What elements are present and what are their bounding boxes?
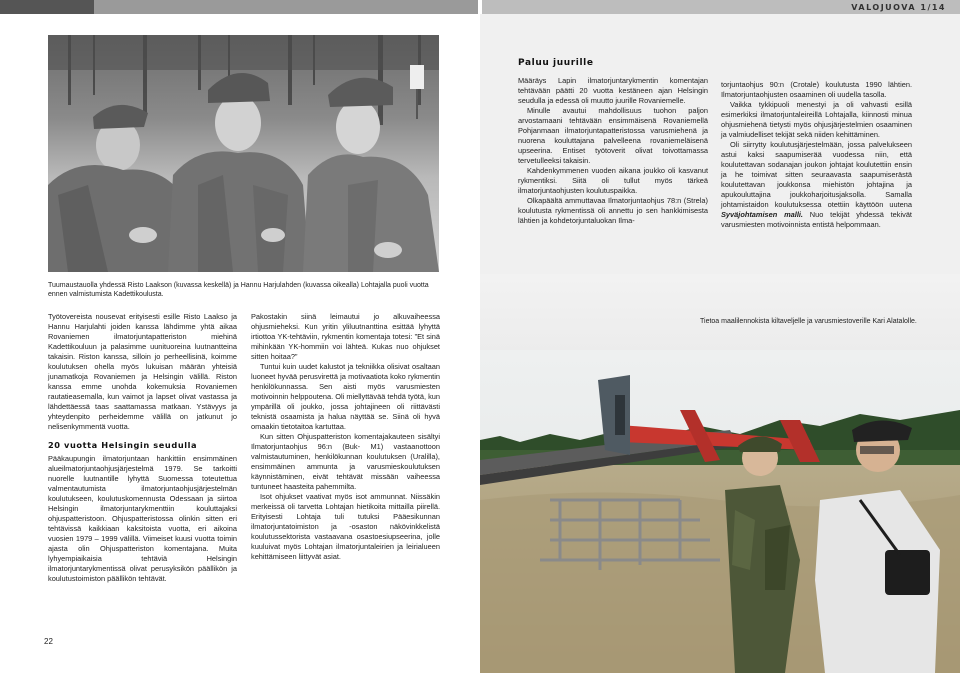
magazine-issue-label: VALOJUOVA 1/14 <box>851 3 946 12</box>
paragraph <box>721 140 912 230</box>
left-page-header-bar <box>0 0 478 14</box>
paragraph-text: Nuo tekijät yhdessä tekivät varusmiesten motivoinnista entistä helpommaan. <box>721 210 912 229</box>
emphasis-text: Syväjohtamisen malli. <box>721 210 803 219</box>
left-column-1 <box>48 312 237 584</box>
right-column-2 <box>721 80 912 230</box>
paragraph: Pääkaupungin ilmatorjuntaan hankittiin ensimmäinen alueilmatorjuntaohjusjärjestelmä 1979. Se tarkoitti nuorelle luutnantille lyhyttä Suomessa toteutettua valmentautumista ilmatorjuntaohjusjärjestelmän koulutukseen, koulutuskomennusta Odessaan ja siirtoa Helsingin ilmatorjuntarykmenttiin kouluttajaksi ohjuspatteristoon. Ohjuspatteristossa olinkin sitten eri tehtävissä kaikkiaan kaksitoista vuotta, eri aikoina vuosien 1979 – 1999 välillä. Viimeiset kuusi vuotta toimin ajasta olin Ohjuspatteriston komentajana. Muita lyhyempiaikaisia tehtäviä Helsingin ilmatorjuntarykmentissä olivat perusyksikön päällikön ja koulutustoimiston päällikön tehtävät. <box>48 454 237 583</box>
target-drone-launcher-photo-icon <box>480 350 960 673</box>
section-heading: Paluu juurille <box>518 58 594 68</box>
paragraph: Minulle avautui mahdollisuus tuohon paljon arvostamaani tehtävään ensimmäisenä Rovaniemellä Pohjanmaan ilmatorjuntapatteristossa varusmiehenä ja nuorena kouluttajana palvelleena rovaniemeläisenä upseerina. Entiset työtoverit olivat toivottamassa tervetulleeksi takaisin. <box>518 106 708 165</box>
left-column-2 <box>251 312 440 562</box>
paragraph: Kahdenkymmenen vuoden aikana joukko oli kasvanut rykmentiksi. Siitä oli tullut myös tärkeä ilmatorjuntaohjusten koulutuspaikka. <box>518 166 708 195</box>
left-photo-caption: Tuumaustauolla yhdessä Risto Laakson (kuvassa keskellä) ja Hannu Harjulahden (kuvassa oikealla) Lohtajalla puoli vuotta ennen valmistumista Kadettikoulusta. <box>48 282 429 298</box>
right-photo-caption: Tietoa maalilennokista kiltaveljelle ja varusmiestoverille Kari Alatalolle. <box>700 318 917 325</box>
paragraph-text: Oli siirrytty koulutusjärjestelmään, jossa palvelukseen astui kaksi saapumiserää vuodessa niin, että koulutettavan sodanajan joukon johtajat koulutettiin ensin ja he toimivat sitten seuraavasta saapumiserästä koulutettavan joukkonsa miehistön johtajina ja apukouluttajina joukkoharjoitusjaksolla. Samalla johtamistaidon koulutuksessa otettiin käyttöön uutena <box>721 140 912 209</box>
target-drone-photo <box>480 350 960 673</box>
three-soldiers-photo <box>48 35 439 272</box>
three-soldiers-photo-icon <box>48 35 439 272</box>
paragraph: torjuntaohjus 90:n (Crotale) koulutusta 1990 lähtien. Ilmatorjuntaohjusten osaaminen oli uudella tasolla. <box>721 80 912 99</box>
paragraph: Määräys Lapin ilmatorjuntarykmentin komentajan tehtävään päätti 20 vuotta kestäneen ajan Helsingin seudulla ja edessä oli muutto juurille Rovaniemelle. <box>518 76 708 105</box>
paragraph: Olkapäältä ammuttavaa Ilmatorjuntaohjus 78:n (Strela) koulutusta rykmentissä oli annettu jo sen hankkimisesta lähtien ja kohdetorjuntaluokan Ilma- <box>518 196 708 225</box>
page-number: 22 <box>44 637 53 646</box>
section-heading: 20 vuotta Helsingin seudulla <box>48 440 198 450</box>
paragraph: Tuntui kuin uudet kalustot ja tekniikka olisivat osaltaan luoneet hyvää perusvirettä ja motivaatiota koko rykmentin henkilökunnassa. Sen aisti myös varusmiesten motivoinnin helppoutena. Oli miellyttävää tehdä työtä, kun ympärillä oli joukko, jossa johtajineen oli riittävästi teknistä osaamista ja halua näyttää se. Siinä oli hyvä omaakin tietotaitoa kartuttaa. <box>251 362 440 431</box>
paragraph: Isot ohjukset vaativat myös isot ammunnat. Niissäkin merkeissä oli tarvetta Lohtajan hietikoita mittailla piirellä. Erityisesti Lohtaja tuli tutuksi Pääesikunnan ilmatorjuntatoimiston ja -osaston näkövinkkelistä koulutussektorista vastaavana osastoesiupseerina, jolle kuuluivat myös Lohtajan ilmatorjuntaleirien ja leirialueen kehittämiseen liittyvät asiat. <box>251 492 440 561</box>
right-column-1 <box>518 58 708 226</box>
paragraph: Pakostakin siinä leimautui jo alkuvaiheessa ohjusmieheksi. Kun yritin yliluutnanttina esittää lyhyttä irtiottoa YK-tehtäviin, rykmentin komentaja totesi: ”Et sinä mihinkään YK-hommiin voi lähteä. Kukas nuo ohjukset sitten hoitaa?” <box>251 312 440 361</box>
spacer <box>48 432 237 440</box>
paragraph: Vaikka tykkipuoli menestyi ja oli vahvasti esillä esimerkiksi ilmatorjuntaleireillä Lohtajalla, kiinnosti minua ohjusmiehenä tietysti myös ohjusjärjestelmien osaaminen ja valmiudelliset tekijät sekä niiden kehittäminen. <box>721 100 912 139</box>
paragraph: Kun sitten Ohjuspatteriston komentajakauteen sisältyi Ilmatorjuntaohjus 96:n (Buk- M1) vastaanottoon valmistautuminen, henkilökunnan koulutuksen (Uralilla), ensimmäinen ammunta ja varusmieskoulutuksen käynnistäminen, eivät tehtävät missään vaiheessa tuntuneet haasteita pahemmilta. <box>251 432 440 491</box>
paragraph: Työtovereista nousevat erityisesti esille Risto Laakso ja Hannu Harjulahti joiden kanssa lähdimme yhtä aikaa Rovaniemen ilmatorjuntapatteriston miehinä Kadettikouluun ja palasimme uunituoreina luutnantteina takaisin. Riston kanssa, silloin jo perheellisinä, koimme koulutuksen ohella myös lukuisan määrän yhteisiä junamatkoja Rovaniemen ja Helsingin välillä. Riston kanssa emme unohda kokemuksia Rovaniemen rautatieasemalla, kun vaimot ja lapset olivat vastassa ja lähdettäessä taas saattamassa matkaan. Ystävyys ja yhteydenpito perheidemme välillä on jatkunut jo nelisenkymmentä vuotta. <box>48 312 237 431</box>
right-page-header-bar <box>482 0 960 14</box>
header-bar-accent <box>0 0 94 14</box>
